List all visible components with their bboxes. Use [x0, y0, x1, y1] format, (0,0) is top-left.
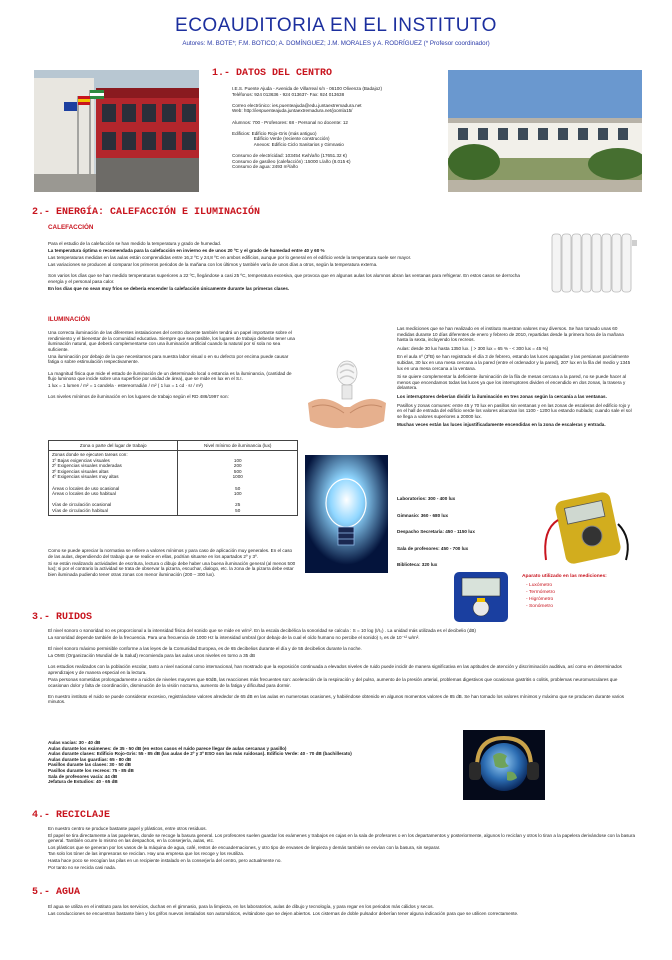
lighting-p1: Una correcta iluminación de las diferentes instalaciones del centro docente también tendrá un papel importante sobre el rendimiento y el bienestar de la comunidad educativa. Siempre que sea posible, los lugares de trabajo deberán tener una iluminación natural, que deberá complementarse con una iluminación artificial cuando la natural por sí sola no sea suficiente. — [48, 330, 295, 352]
noise-value: Aulas vacías: 30 - 40 dB — [48, 740, 101, 745]
device-item: - Luxómetro — [526, 582, 553, 588]
center-data-line: I.E.S. Puente Ajuda - Avenida de Villarreal s/n - 06100 Olivenza (Badajoz) — [232, 86, 382, 91]
section-2-heading: 2.- ENERGÍA: CALEFACCIÓN E ILUMINACIÓN — [32, 207, 261, 218]
table-zone-line: Zonas donde se ejecuten tareas con: — [52, 452, 128, 458]
noise-text — [48, 628, 638, 706]
device-info — [522, 574, 642, 611]
center-data-line: Consumo de electricidad: 103454 Kwh/año (17651.32 €) — [232, 153, 347, 159]
table-level-line: 200 — [233, 463, 242, 469]
sonometer-photo — [448, 568, 514, 626]
lighting-p2: Una iluminación por debajo de la que necesitamos para nuestra labor visual o en su defecto por encima puede causar fatiga o sobre estimulación respectivamente. — [48, 353, 289, 365]
center-data-line: Consumo de gasóleo (calefacción) :15000 L/año (8.015 €) — [232, 158, 351, 164]
noise-value: Pasillos durante las clases: 30 - 50 dB — [48, 762, 131, 768]
noise-p2: La sonoridad depende también de la frecuencia. Para una frecuencia de 1000 Hz la intensidad umbral (por debajo de la cual el oído humano no percibe el sonido) I₀ es de 10⁻¹² w/m². — [48, 635, 420, 641]
water-line: Las conducciones se encuentran bastante bien y los grifos nuevos instalados son automáticos, evitándose que se dejen abiertos. Los cisternas de doble pulsador deberían tener alguna indicación para que se utilicen correctamente. — [48, 910, 519, 916]
noise-p6: Para personas sometidas prolongadamente a ruidos de niveles mayores que 60dB, las reacciones más frecuentes son: aceleración de la respiración y del pulso, aumento de la presión arterial, problemas digestivos que ocasionan gastritis o colitis, problemas neuromusculares que ocasionan dolor y falta de coordinación, disminución de la visión nocturna, aumento de la fatiga y dificultad para dormir. — [48, 677, 618, 688]
center-data-line: Alumnos: 700 - Profesores: 68 - Personal no docente: 12 — [232, 119, 348, 125]
table-level-line: 25 — [235, 502, 241, 508]
table-zone-line: Vías de circulación ocasional — [52, 502, 112, 508]
heating-p2: La temperatura óptima o recomendada para la calefacción en invierno es de unos 20 ºC y el grado de humedad entre 40 y 60 % — [48, 248, 325, 254]
room-measurement: Laboratorios: 300 - 400 lux — [397, 496, 456, 501]
section-4-heading: 4.- RECICLAJE — [32, 810, 111, 821]
table-zone-line: 1º Bajas exigencias visuales — [52, 457, 110, 463]
measurement-paragraph: Si se quiere complementar la deficiente iluminación de la fila de mesas cercana a la pared, no se puede hacer al menos que encendamos todas las luces ya que los interruptores dividen el encendido en dos zonas, la trasera y delantera. — [397, 374, 627, 391]
device-list — [526, 583, 642, 610]
table-level-line: 100 — [233, 491, 242, 497]
radiator-photo — [548, 228, 640, 298]
center-data-line: Edificio Verde (reciente construcción) — [232, 136, 330, 142]
heating-p5: Son varios los días que se han medido temperaturas superiores a 22 ºC, llegándose a casi 25 ºC, temperatura excesiva, que provoca que en algunas aulas los alumnos abran las ventanas para refrigerar. En estos casos se derrocha energía y el personal pasa calor. — [48, 273, 520, 284]
blue-bulb-photo — [305, 455, 388, 573]
table-header-zone: Zona o parte del lugar de trabajo — [49, 441, 178, 451]
device-item: - Termómetro — [526, 589, 555, 595]
device-item: - Higrómetro — [526, 596, 554, 602]
room-measurement: Sala de profesores: 450 - 700 lux — [397, 545, 469, 551]
heating-p4: Las variaciones se producen al comparar los primeros periodos de la mañana con los últimos y también varía de unos días a otros, según la temperatura externa. — [48, 262, 378, 268]
lighting-p3: La magnitud física que mide el estado de iluminación de un determinado local o estancia es la iluminancia, (cantidad de flujo luminoso que incide sobre una superficie por unidad de área), que se mide en lux en el S.I. — [48, 370, 292, 382]
lighting-p4: 1 lux = 1 lumen / m² = 1 candela · estereorradián / m² ( 1 lux = 1 cd · sr / m²) — [48, 383, 203, 389]
rooms-measurements — [397, 496, 527, 579]
water-text — [48, 904, 638, 917]
recycling-line: Por tanto no se recicla casi nada. — [48, 864, 116, 870]
center-data — [232, 86, 442, 170]
recycling-text — [48, 826, 638, 871]
noise-value: Jefatura de Estudios: 40 - 65 dB — [48, 779, 118, 785]
school-exterior-photo — [448, 70, 642, 192]
table-zones — [49, 450, 178, 516]
noise-value: Aulas durante las guardias: 65 - 80 dB — [48, 756, 132, 762]
lighting-p7: Si se están realizando actividades de escritura, lectura o dibujo debe haber una buena iluminación general (al menos 500 lux); si por el contrario la actividad se trata de observar la pizarra, escuchar, dialogo, etc. la zona de la pizarra debe estar bien iluminada pudiendo tener otras zonas con menor iluminación (200 – 300 lux). — [48, 560, 296, 577]
lighting-text — [48, 330, 298, 401]
center-data-line: Edificios: Edificio Rojo-Gris (más antiguo) — [232, 130, 317, 136]
heating-p1: Para el estudio de la calefacción se han medido la temperatura y grado de humedad. — [48, 241, 222, 246]
hands-bulb-photo — [304, 337, 390, 435]
noise-value: Pasillos durante los recreos: 75 - 85 dB — [48, 767, 134, 773]
measurement-paragraph: Las mediciones que se han realizado en el instituto muestran valores muy diversos. Se han tomado unas 60 medidas durante 10 días diferentes de enero y febrero de 2010, repartidas desde la primera hora de la mañana hasta la sexta, incluyendo los recreos. — [397, 326, 624, 343]
lighting-measurements — [397, 326, 635, 431]
measurement-paragraph: Muchas veces están las luces injustificadamente encendidas en la zona de escaleras y entrada. — [397, 422, 606, 428]
measurement-paragraph: Pasillos y zonas comunes: entre 45 y 70 lux en pasillos sin ventanas y en las zonas de escaleras del edificio rojo y en el hall de entrada del edificio verde los valores alcanzan los 1100 - 1200 lux estando nublado; cuando sale el sol se llega a valores superiores a 20000 lux. — [397, 402, 632, 419]
noise-values — [48, 740, 468, 785]
noise-value: Aulas durante los exámenes: de 35 - 50 dB (en estos casos el ruido parece llegar de aulas cercanas y pasillo) — [48, 745, 287, 751]
multimeter-photo — [536, 490, 636, 564]
noise-p1: El nivel sonoro o sonoridad no es proporcional a la intensidad física del sonido que se mide en w/m². En la escala decibélica la sonoridad se calcula : S = 10 log (I/I₀) . La unidad más utilizada es el decibelio (dB) — [48, 628, 476, 633]
recycling-line: Tan solo los tóner de las impresoras se reciclan. Hay una empresa que los recoge y los reutiliza. — [48, 851, 245, 857]
earth-headphones-photo — [463, 730, 545, 800]
illuminance-table — [48, 440, 298, 516]
table-zone-line: Vías de circulación habitual — [52, 508, 108, 514]
table-level-line: 1000 — [232, 474, 243, 480]
measurement-paragraph: Los interruptores deberían dividir la iluminación en tres zonas según la cercanía a las ventanas. — [397, 393, 607, 399]
center-data-line: Correo electrónico: ies.puenteajuda@edu.juntaextremadura.net — [232, 102, 362, 108]
lighting-p6: Como se puede apreciar la normativa se refiere a valores mínimos y para caso de aplicación muy generales. En el caso de las aulas, dependiendo del trabajo que se realice en ellas, podrían situarse en los apartados 2º y 3º. — [48, 548, 293, 559]
room-measurement: Despacho Secretaría: 450 - 1150 lux — [397, 529, 475, 535]
table-level-line: 500 — [233, 468, 242, 474]
lighting-text-2 — [48, 548, 298, 579]
heating-p6: En los días que no sean muy fríos se debería encender la calefacción únicamente durante las primeras clases. — [48, 286, 290, 292]
device-item: - Sonómetro — [526, 603, 553, 609]
recycling-line: En nuestro centro se produce bastante papel y plásticos, entre otros residuos. — [48, 826, 207, 831]
heating-subheading: CALEFACCIÓN — [48, 224, 94, 231]
section-5-heading: 5.- AGUA — [32, 887, 81, 898]
table-zone-line: 3º Exigencias visuales altas — [52, 468, 109, 474]
device-title: Aparato utilizado en las mediciones: — [522, 574, 607, 579]
poster-title: ECOAUDITORIA EN EL INSTITUTO — [175, 15, 497, 36]
section-1-heading: 1.- DATOS DEL CENTRO — [212, 68, 333, 79]
water-line: El agua se utiliza en el instituto para los servicios, duchas en el gimnasio, para la limpieza, en los laboratorios, aulas de dibujo y tecnología, y para regar en los periodos más cálidos y secos. — [48, 904, 434, 909]
recycling-line: Hasta hace poco se recogían las pilas en un recipiente instalado en la conserjería del centro, pero actualmente no. — [48, 857, 282, 863]
table-level-line: 50 — [235, 508, 241, 514]
lighting-subheading: ILUMINACIÓN — [48, 316, 90, 323]
noise-p7: En nuestro instituto el ruido se puede considerar excesivo, registrándose valores alrededor de 65 dB en las aulas en numerosas ocasiones, y habiéndose obtenido en algunos momentos valores de 85 dB. Se han tomado los valores mínimos y máximo que se producen durante varios minutos. — [48, 693, 625, 705]
noise-value: Sala de profesores vacía: 44 dB — [48, 773, 118, 779]
table-zone-line: Áreas o locales de uso ocasional — [52, 485, 120, 491]
center-data-line: Consumo de agua: 2493 m³/año — [232, 164, 298, 170]
center-data-line: Web: http://iespuenteajuda.juntaextremadura.net/joomla15/ — [232, 108, 353, 114]
noise-p4: La OMS (Organización Mundial de la Salud) recomienda para las aulas unos niveles en torno a 35 dB — [48, 653, 256, 659]
center-data-line: Anexos: Edificio Ciclo Sanitarios y Gimnasio — [232, 141, 344, 147]
table-level-line: 50 — [235, 485, 241, 491]
table-levels — [178, 450, 298, 516]
table-level-line: 100 — [233, 457, 242, 463]
measurement-paragraph: En el aula nº (3ºB) se han registrado el día 3 de febrero, estando las luces apagadas y las persianas parcialmente subidas, 30 lux en una mesa cercana a la pared (entre el ordenador y la pared), 207 lux en la fila del medio y 1345 lux en una mesa cercana a la ventana. — [397, 354, 631, 371]
poster-authors: Autores: M. BOTE*; F.M. BOTICO; A. DOMÍNGUEZ; J.M. MORALES y A. RODRÍGUEZ (* Profesor coordinador) — [182, 40, 490, 47]
heating-p3: Las temperaturas medidas en las aulas están comprendidas entre 16,2 ºC y 24,8 ºC en ambos edificios, aunque por lo general en el edificio verde la temperatura suele ser mayor. — [48, 255, 412, 261]
center-data-line: Teléfonos: 924 013636 - 924 013637- Fax: 924 013638 — [232, 91, 345, 97]
table-zone-line: Áreas o locales de uso habitual — [52, 491, 116, 497]
school-building-photo — [34, 70, 199, 192]
room-measurement: Gimnasio: 360 - 680 lux — [397, 512, 449, 518]
room-measurement: Biblioteca: 320 lux — [397, 562, 438, 568]
noise-value: Aulas durante clases: Edificio Rojo-Gris: 55 - 85 dB (las aulas de 2º y 3º ESO son las más ruidosas). Edificio Verde: 40 - 70 dB (bachillerato) — [48, 751, 352, 757]
measurement-paragraph: Aulas: desde 30 lux hasta 1350 lux. ( > 300 lux = 65 % - < 300 lux = 45 %) — [397, 345, 549, 351]
table-zone-line: 4º Exigencias visuales muy altas — [52, 474, 119, 480]
noise-p5: Los estudios realizados con la población escolar, tanto a nivel nacional como internacional, han mostrado que la exposición continuada a elevados niveles de ruido puede incidir de manera significativa en las aptitudes de atención y discriminación auditiva, así como en determinados aprendizajes y de manera especial en la lectura. — [48, 664, 622, 675]
table-zone-line: 2º Exigencias visuales moderadas — [52, 463, 122, 469]
noise-p3: El nivel sonoro máximo permisible conforme a las leyes de la Comunidad Europea, es de 65 decibelios durante el día y de 55 decibelios durante la noche. — [48, 646, 362, 652]
recycling-line: El papel se tira directamente a las papeleras, donde se recoge la basura general. Los profesores suelen guardar los exámenes y trabajos en cajas en la sala de profesores o en los departamentos y posteriormente, algunos lo reciclan y otros lo tiran a la papelera derivándose con la basura general. También ocurre lo mismo en las despachos, en la conserjería, aulas, etc. — [48, 832, 636, 844]
section-3-heading: 3.- RUIDOS — [32, 612, 93, 623]
table-header-level: Nivel mínimo de iluminancia (lux) — [178, 441, 298, 451]
recycling-line: Los plásticos que se generan por los vasos de la máquina de agua, café, restos de encuadernaciones, y otro tipo de envases de limpieza y demás también se envían con la basura, sin separar. — [48, 844, 441, 850]
heating-text — [48, 241, 536, 293]
lighting-p5: Los niveles mínimos de iluminación en los lugares de trabajo según el RD 486/1997 son: — [48, 394, 229, 400]
